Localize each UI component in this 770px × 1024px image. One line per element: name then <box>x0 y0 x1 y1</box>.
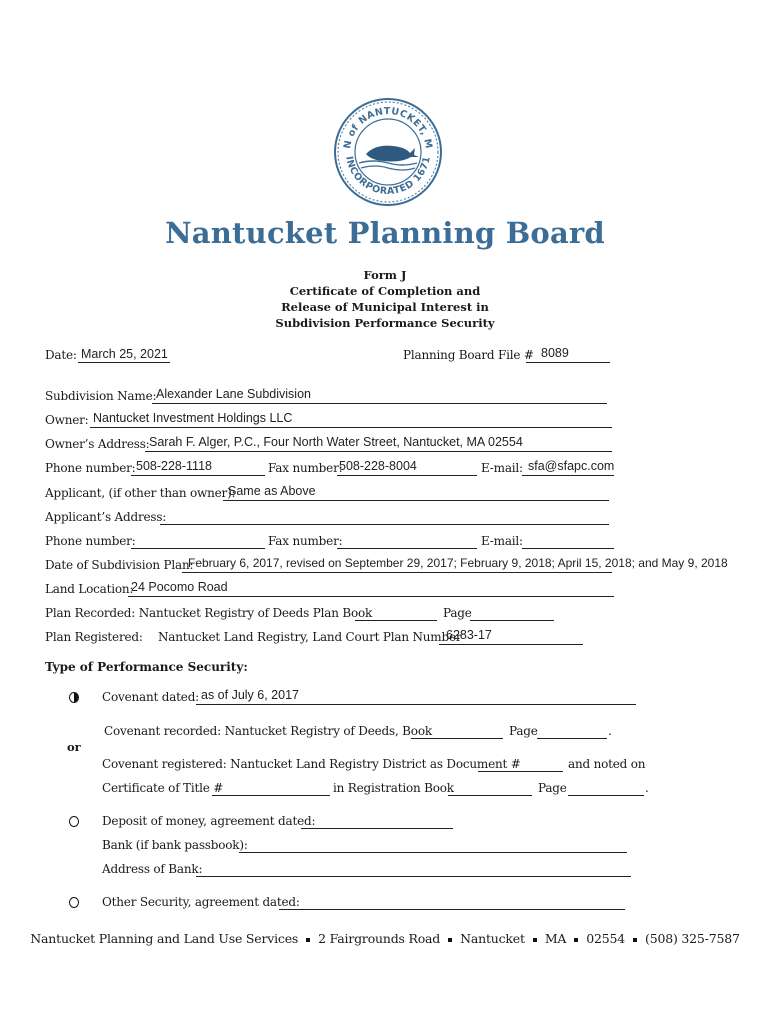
phone-line <box>131 475 265 476</box>
footer <box>0 931 770 946</box>
registration-page-line[interactable] <box>568 795 644 796</box>
subdivision-name-label: Subdivision Name: <box>45 389 157 403</box>
document-number-line[interactable] <box>478 771 563 772</box>
phone-value[interactable]: 508-228-1118 <box>136 459 212 473</box>
owner-line <box>90 427 612 428</box>
bank-line[interactable] <box>239 852 627 853</box>
plan-date-line <box>182 572 612 573</box>
covenant-dated-label: Covenant dated: <box>102 690 200 704</box>
footer-phone: (508) 325-7587 <box>645 931 740 946</box>
svg-text:TOWN of NANTUCKET, MASS.: N of NANTUCKET, M <box>342 105 435 150</box>
email-line <box>522 475 614 476</box>
footer-town: Nantucket <box>460 931 525 946</box>
file-number-label: Planning Board File # <box>403 348 534 362</box>
fax-label: Fax number: <box>268 461 343 475</box>
certificate-title-line[interactable] <box>212 795 330 796</box>
applicant-fax-line[interactable] <box>337 548 477 549</box>
land-location-line <box>128 596 614 597</box>
email-label: E-mail: <box>481 461 523 475</box>
applicant-fax-label: Fax number: <box>268 534 343 548</box>
form-heading-line-3: Subdivision Performance Security <box>275 316 495 330</box>
footer-separator-icon <box>574 938 578 942</box>
fax-value[interactable]: 508-228-8004 <box>339 459 417 473</box>
other-security-label: Other Security, agreement dated: <box>102 895 300 909</box>
file-number-line <box>526 362 610 363</box>
applicant-address-label: Applicant’s Address: <box>45 510 167 524</box>
bank-label: Bank (if bank passbook): <box>102 838 248 852</box>
footer-separator-icon <box>533 938 537 942</box>
footer-zip: 02554 <box>586 931 626 946</box>
noted-on-label: and noted on <box>568 757 646 771</box>
land-court-value[interactable]: 6283-17 <box>446 628 492 642</box>
covenant-dated-line <box>196 704 636 705</box>
deposit-label: Deposit of money, agreement dated: <box>102 814 316 828</box>
phone-label: Phone number: <box>45 461 136 475</box>
footer-org: Nantucket Planning and Land Use Services <box>30 931 299 946</box>
land-location-label: Land Location: <box>45 582 134 596</box>
page-title: Nantucket Planning Board <box>165 216 605 250</box>
applicant-line <box>223 500 609 501</box>
form-label: Form J <box>363 268 407 282</box>
owner-label: Owner: <box>45 413 89 427</box>
applicant-value[interactable]: Same as Above <box>228 484 316 498</box>
plan-date-value[interactable]: February 6, 2017, revised on September 29, 2017; February 9, 2018; April 15, 2018; and May 9, 2018 <box>188 556 728 570</box>
footer-state: MA <box>544 931 567 946</box>
date-line <box>78 362 170 363</box>
covenant-recorded-label: Covenant recorded: Nantucket Registry of Deeds, Book <box>104 724 432 738</box>
footer-separator-icon <box>306 938 310 942</box>
footer-separator-icon <box>633 938 637 942</box>
file-number-value[interactable]: 8089 <box>541 346 569 360</box>
covenant-registered-label: Covenant registered: Nantucket Land Registry District as Document # <box>102 757 521 771</box>
registration-page-label: Page <box>538 781 567 795</box>
applicant-address-line[interactable] <box>160 524 609 525</box>
email-value[interactable]: sfa@sfapc.com <box>528 459 615 473</box>
covenant-book-line[interactable] <box>411 738 503 739</box>
subdivision-name-line <box>152 403 607 404</box>
covenant-radio-icon[interactable] <box>69 692 79 703</box>
form-heading-line-1: Certificate of Completion and <box>289 284 481 298</box>
or-label: or <box>67 740 81 754</box>
seal-icon <box>333 97 443 207</box>
registration-book-line[interactable] <box>448 795 532 796</box>
date-label: Date: <box>45 348 77 362</box>
subdivision-name-value[interactable]: Alexander Lane Subdivision <box>156 387 311 401</box>
deposit-date-line[interactable] <box>301 828 453 829</box>
svg-text:INCORPORATED 1671: INCORPORATED 1671 <box>343 155 433 198</box>
other-security-radio-icon[interactable] <box>69 897 79 908</box>
deposit-radio-icon[interactable] <box>69 816 79 827</box>
date-value[interactable]: March 25, 2021 <box>81 347 168 361</box>
certificate-title-label: Certificate of Title # <box>102 781 224 795</box>
applicant-email-label: E-mail: <box>481 534 523 548</box>
owner-address-value[interactable]: Sarah F. Alger, P.C., Four North Water Street, Nantucket, MA 02554 <box>149 435 523 449</box>
owner-address-line <box>145 451 612 452</box>
plan-date-label: Date of Subdivision Plan: <box>45 558 194 572</box>
land-court-line <box>439 644 583 645</box>
bank-address-line[interactable] <box>196 876 631 877</box>
period: . <box>608 724 612 738</box>
fax-line <box>337 475 477 476</box>
applicant-phone-label: Phone number: <box>45 534 136 548</box>
form-heading-line-2: Release of Municipal Interest in <box>281 300 489 314</box>
footer-address: 2 Fairgrounds Road <box>318 931 441 946</box>
town-seal <box>333 97 443 207</box>
covenant-dated-value[interactable]: as of July 6, 2017 <box>201 688 299 702</box>
applicant-email-line[interactable] <box>522 548 614 549</box>
plan-page-label: Page <box>443 606 472 620</box>
applicant-label: Applicant, (if other than owner): <box>45 486 236 500</box>
plan-page-line[interactable] <box>470 620 554 621</box>
period-2: . <box>645 781 649 795</box>
security-heading: Type of Performance Security: <box>45 660 248 674</box>
other-security-line[interactable] <box>279 909 625 910</box>
owner-address-label: Owner’s Address: <box>45 437 150 451</box>
plan-registered-label: Plan Registered: <box>45 630 143 644</box>
plan-recorded-label: Plan Recorded: Nantucket Registry of Deeds Plan Book <box>45 606 373 620</box>
owner-value[interactable]: Nantucket Investment Holdings LLC <box>93 411 293 425</box>
land-court-label: Nantucket Land Registry, Land Court Plan Number <box>158 630 462 644</box>
applicant-phone-line[interactable] <box>131 548 265 549</box>
covenant-page-label: Page <box>509 724 538 738</box>
plan-book-line[interactable] <box>355 620 437 621</box>
covenant-page-line[interactable] <box>537 738 607 739</box>
bank-address-label: Address of Bank: <box>102 862 203 876</box>
registration-book-label: in Registration Book <box>333 781 454 795</box>
footer-separator-icon <box>448 938 452 942</box>
land-location-value[interactable]: 24 Pocomo Road <box>131 580 228 594</box>
